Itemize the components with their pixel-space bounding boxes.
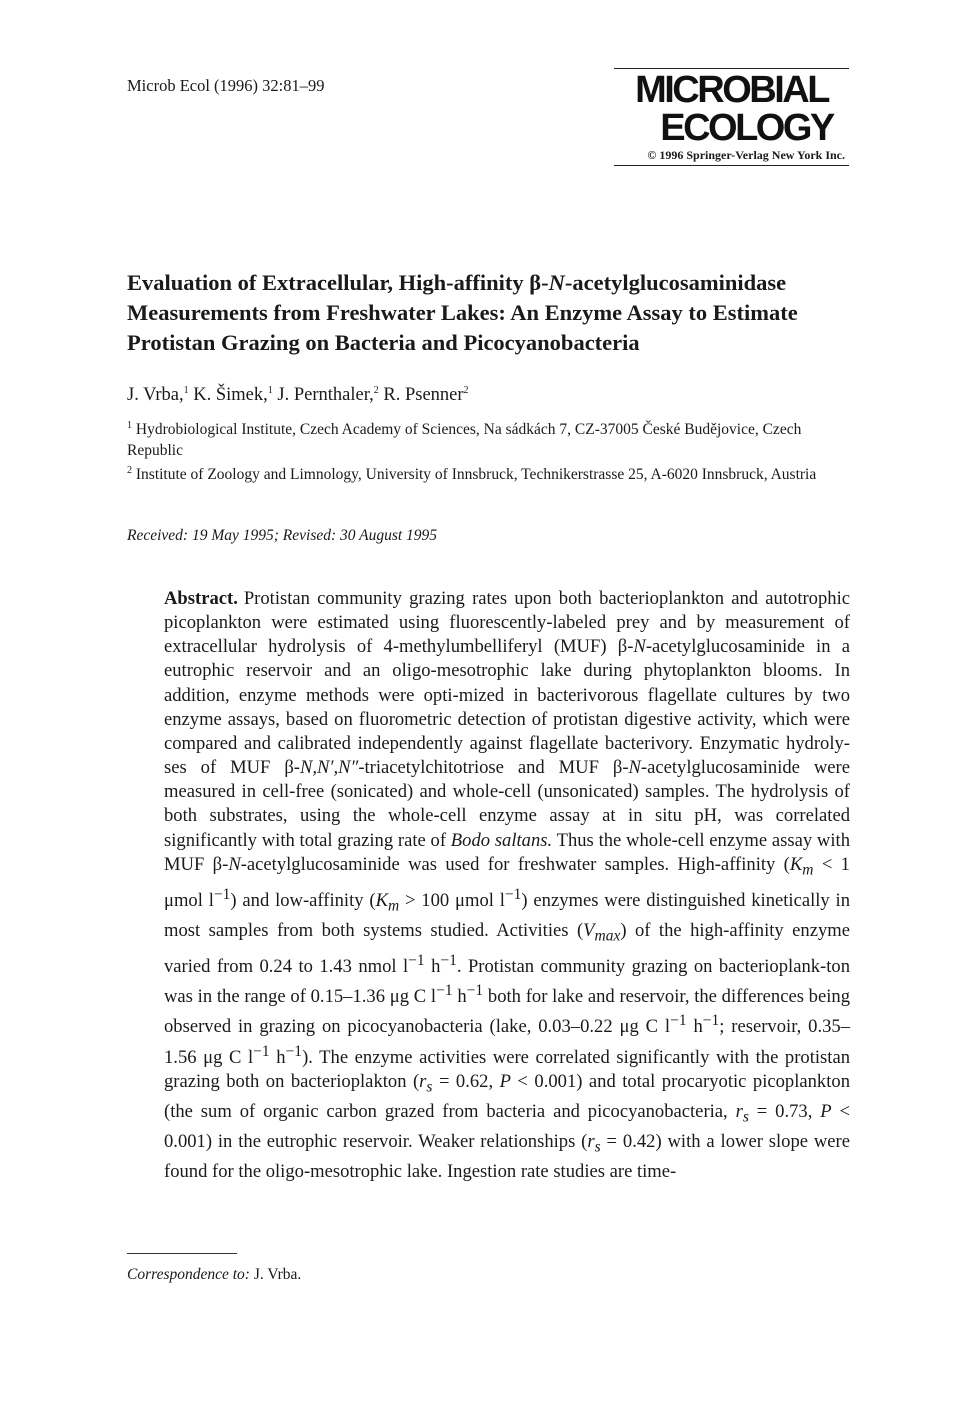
- correspondence-label: Correspondence to:: [127, 1266, 250, 1283]
- journal-logo: [614, 68, 849, 166]
- title-italic-n: N: [548, 270, 565, 295]
- footnote-rule: [127, 1253, 237, 1254]
- abstract: [164, 587, 850, 1184]
- citation: Microb Ecol (1996) 32:81–99: [127, 76, 325, 95]
- title-part1: Evaluation of Extracellular, High-affinity β-: [127, 270, 549, 295]
- article-title: [127, 268, 867, 358]
- abstract-body: Protistan community grazing rates upon both bacterioplankton and autotrophic picoplankton were estimated using fluorescently-labeled prey and by measurement of extracellular hydrolysis of 4-methylumbelliferyl (MUF) β-N-acetylglucosaminide in a eutrophic reservoir and an oligo-mesotrophic lake during phytoplankton blooms. In addition, enzyme methods were opti-mized in bacterivorous flagellate cultures by two enzyme assays, based on fluorometric detection of protistan digestive activity, which were compared and calibrated independently against flagellate bacterivory. Enzymatic hydroly-ses of MUF β-N,N′,N″-triacetylchitotriose and MUF β-N-acetylglucosaminide were measured in cell-free (sonicated) and whole-cell (unsonicated) samples. The hydrolysis of both substrates, using the whole-cell enzyme assay at in situ pH, was correlated significantly with total grazing rate of Bodo saltans. Thus the whole-cell enzyme assay with MUF β-N-acetylglucosaminide was used for freshwater samples. High-affinity ($K_m < 1$ μmol $l^{-1}$) and low-affinity ($K_m > 100$ μmol $l^{-1}$) enzymes were distinguished kinetically in most samples from both systems studied. Activities $(V_{max})$ of the high-affinity enzyme varied from 0.24 to 1.43 nmol $l^{-1}$ $h^{-1}$. Protistan community grazing on bacterioplank-ton was in the range of 0.15–1.36 μg C $l^{-1}$ $h^{-1}$ both for lake and reservoir, the differences being observed in grazing on picocyanobacteria (lake, 0.03–0.22 μg C $l^{-1}$ $h^{-1}$; reservoir, 0.35–1.56 μg C $l^{-1}$ $h^{-1}$). The enzyme activities were correlated significantly with the protistan grazing both on bacterioplakton ($r_s = 0.62$, P < 0.001) and total procaryotic picoplankton (the sum of organic carbon grazed from bacteria and picocyanobacteria, $r_s = 0.73$, P < 0.001) in the eutrophic reservoir. Weaker relationships $(r_s = 0.42)$ with a lower slope were found for the oligo-mesotrophic lake. Ingestion rate studies are time-: [164, 588, 851, 1182]
- correspondence: [127, 1266, 301, 1284]
- title-part2: -acetylglucosaminidase Measurements from Freshwater Lakes: An Enzyme Assay to Estimate Protistan Grazing on Bacteria and Picocyanobacteria: [127, 270, 798, 355]
- journal-logo-line1: MICROBIAL: [635, 69, 828, 111]
- author-list: [127, 385, 469, 406]
- author: J. Pernthaler,$^2$: [277, 384, 379, 405]
- correspondence-name: J. Vrba.: [253, 1266, 302, 1283]
- affiliation-1: $^1$ Hydrobiological Institute, Czech Academy of Sciences, Na sádkách 7, CZ-37005 České Budějovice, Czech Republic: [127, 419, 802, 459]
- author: J. Vrba,$^1$: [127, 384, 189, 405]
- affiliation-2: $^2$ Institute of Zoology and Limnology, University of Innsbruck, Technikerstrasse 25, A-6020 Innsbruck, Austria: [127, 464, 817, 483]
- abstract-label: Abstract.: [164, 588, 238, 609]
- author: R. Psenner$^2$: [383, 384, 469, 405]
- received-dates: Received: 19 May 1995; Revised: 30 August 1995: [127, 527, 438, 544]
- journal-copyright: © 1996 Springer-Verlag New York Inc.: [647, 148, 845, 162]
- author: K. Šimek,$^1$: [193, 384, 273, 405]
- journal-logo-line2: ECOLOGY: [660, 107, 833, 149]
